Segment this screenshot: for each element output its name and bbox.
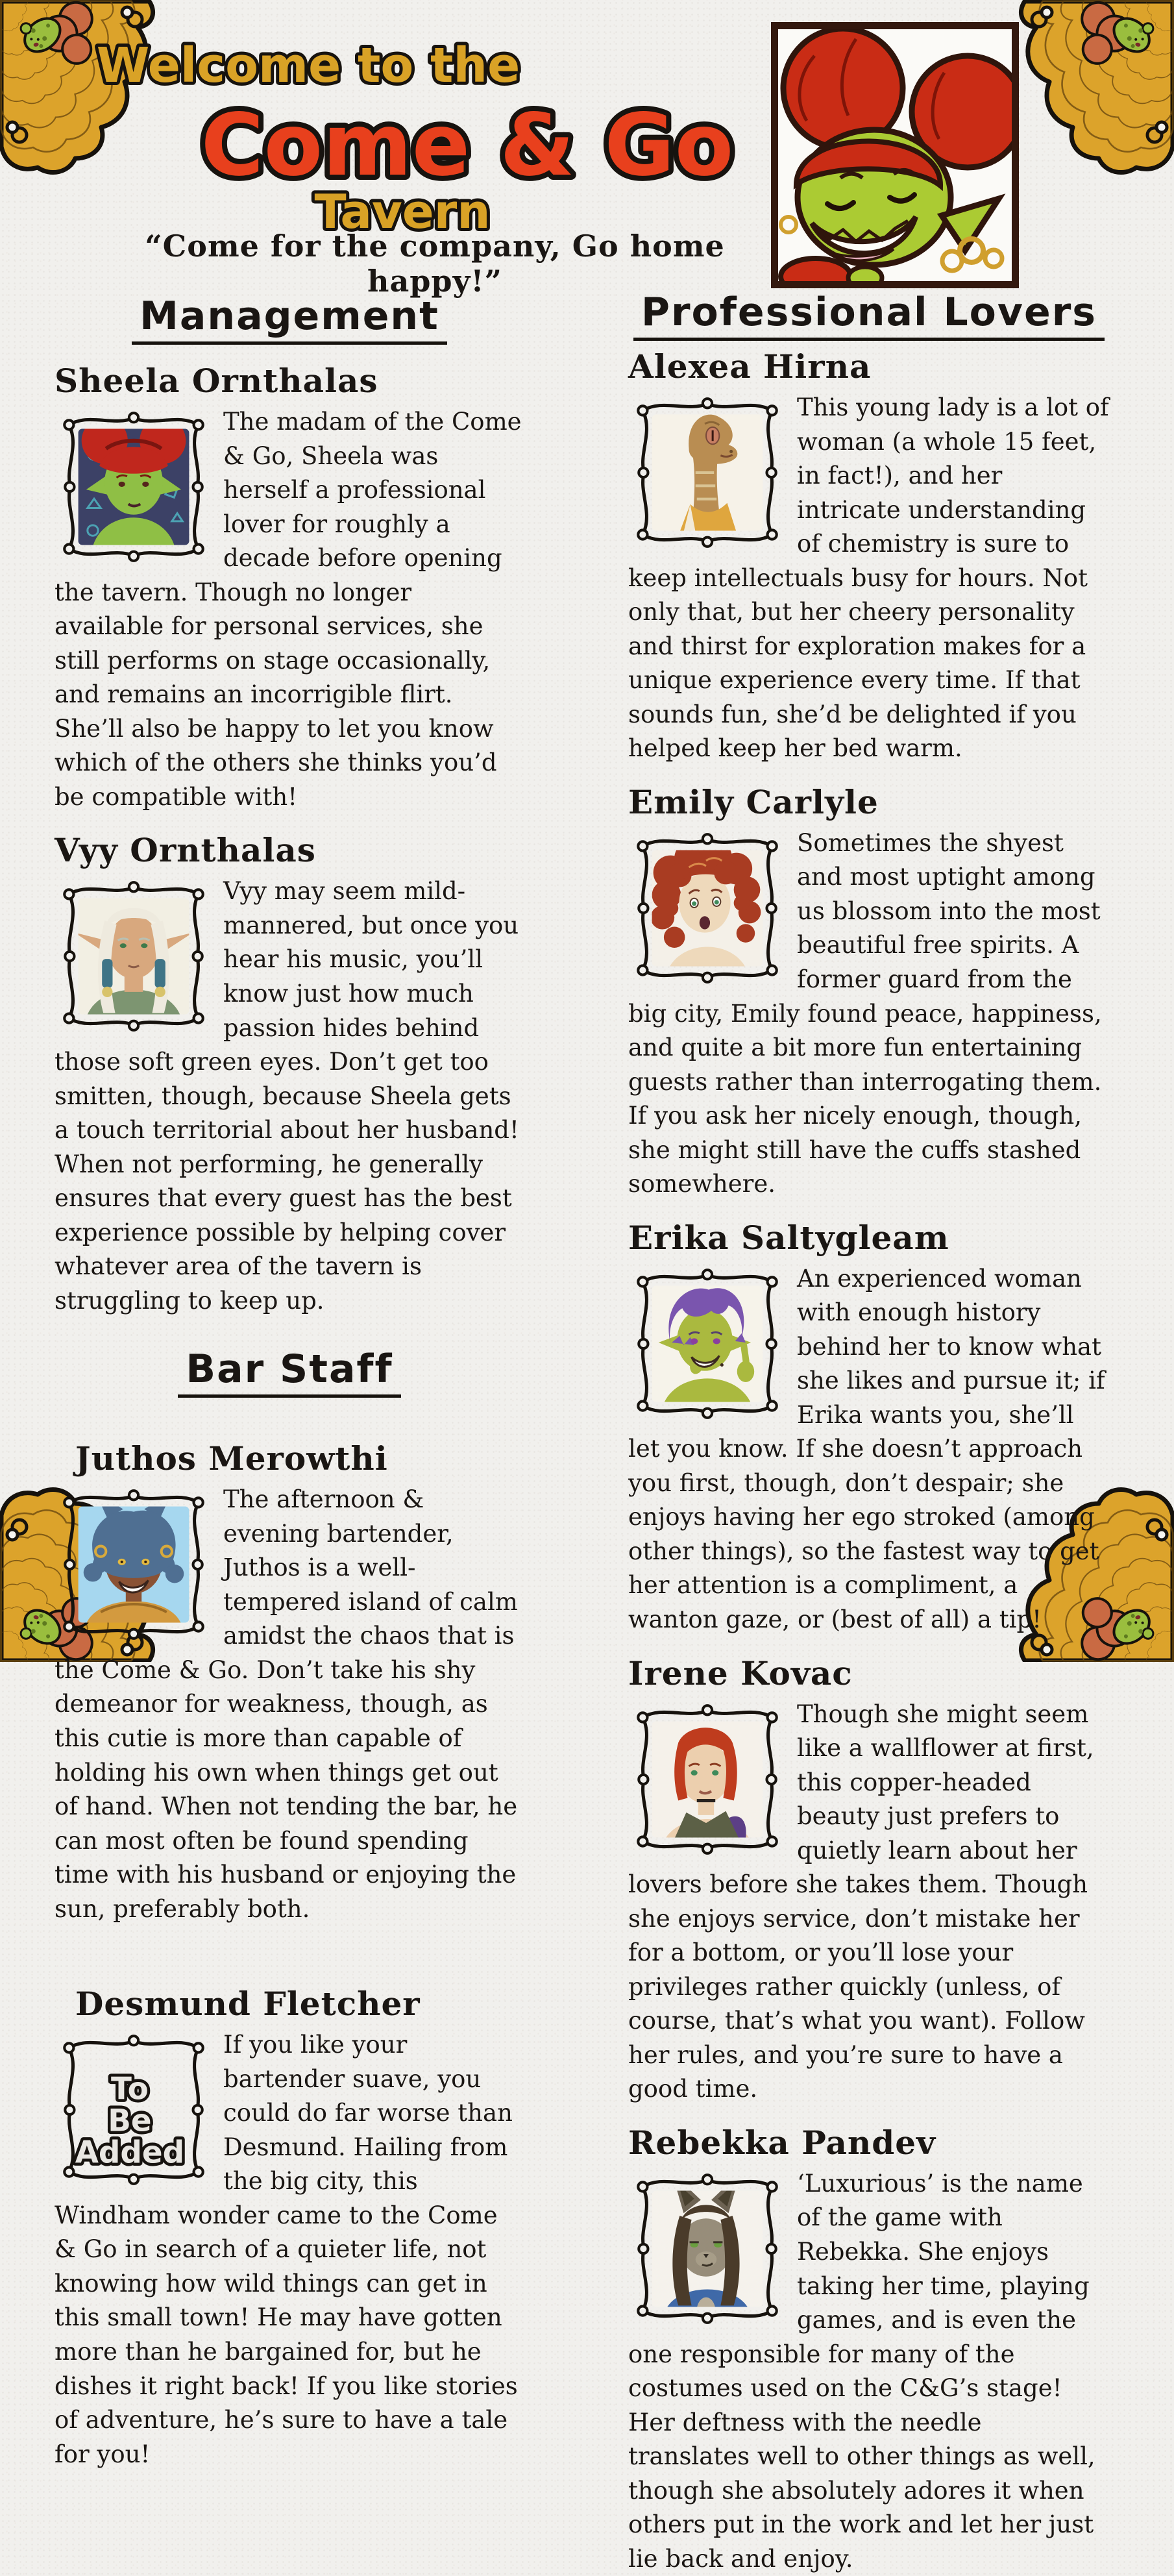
title-welcome: Welcome to the — [96, 38, 520, 93]
staff-name: Irene Kovac — [628, 1653, 853, 1692]
section-heading-bar-staff: Bar Staff — [55, 1346, 524, 1398]
portrait-sheela — [55, 408, 213, 566]
portrait-erika — [628, 1265, 787, 1423]
staff-name: Emily Carlyle — [628, 782, 879, 821]
title-tavern: Tavern — [314, 184, 491, 234]
staff-name: Alexea Hirna — [628, 347, 872, 386]
staff-name: Vyy Ornthalas — [55, 831, 316, 870]
section-heading-management: Management — [55, 293, 524, 345]
staff-bio: If you like your bartender suave, you could do far worse than Desmund. Hailing from the big city, this Windham wonder came to the Come & Go in search of a quieter life, not knowing how wild things can get in this small town! He may have gotten more than he bargained for, but he dishes it right back! If you like stories of adventure, he’s sure to have a tale for you! — [55, 2031, 518, 2468]
portrait-juthos — [55, 1485, 213, 1644]
staff-name: Erika Saltygleam — [628, 1218, 949, 1257]
staff-entry-rebekka — [628, 2124, 1110, 2576]
right-column — [628, 290, 1110, 2576]
staff-entry-alexea — [628, 347, 1110, 766]
section-heading-professional-lovers: Professional Lovers — [628, 290, 1110, 341]
staff-entry-sheela — [55, 362, 524, 814]
staff-name: Desmund Fletcher — [75, 1985, 421, 2024]
staff-entry-desmund — [55, 1985, 524, 2471]
staff-bio: An experienced woman with enough history behind her to know what she likes and pursue it; if Erika wants you, she’ll let you know. If she doesn’t approach you first, though, don’t despair; she enjoys having her ego stroked (among other things), so the fastest way to get her attention is a compliment, a wanton gaze, or (best of all) a tip! — [628, 1264, 1105, 1633]
portrait-alexea — [628, 393, 787, 552]
staff-bio: Sometimes the shyest and most uptight among us blossom into the most beautiful free spirits. A former guard from the big city, Emily found peace, happiness, and quite a bit more fun entertaining guests rather than interrogating them. If you ask her nicely enough, though, she might still have the cuffs stashed somewhere. — [628, 828, 1102, 1198]
corner-ornament-icon — [997, 0, 1174, 177]
staff-entry-vyy — [55, 831, 524, 1318]
staff-name: Rebekka Pandev — [628, 2123, 936, 2162]
staff-bio: Though she might seem like a wallflower at first, this copper-headed beauty just prefers to quietly learn about her lovers before she takes them. Though she enjoys service, don’t mistake her for a bottom, or you’ll lose your privileges rather quickly (unless, of course, that’s what you want). Follow her rules, and you’re sure to have a good time. — [628, 1700, 1094, 2103]
staff-bio: This young lady is a lot of woman (a whole 15 feet, in fact!), and her intricate understanding of chemistry is sure to keep intellectuals busy for hours. Not only that, but her cheery personality and thirst for exploration makes for a unique experience every time. If that sounds fun, she’d be delighted if you helped keep her bed warm. — [628, 393, 1109, 763]
portrait-placeholder-desmund — [55, 2031, 213, 2189]
placeholder-line: Added — [75, 2135, 185, 2171]
portrait-vyy — [55, 877, 213, 1035]
staff-bio: Vyy may seem mild-mannered, but once you hear his music, you’ll know just how much passion hides behind those soft green eyes. Don’t get too smitten, though, because Sheela gets a touch territorial about her husband! When not performing, he generally ensures that every guest has the best experience possible by helping cover whatever area of the tavern is struggling to keep up. — [55, 877, 519, 1315]
mascot-goblin-illustration — [771, 22, 1019, 288]
staff-name: Juthos Merowthi — [75, 1439, 388, 1478]
left-column — [55, 293, 524, 2471]
staff-entry-irene — [628, 1654, 1110, 2107]
placeholder-line: Be — [108, 2103, 152, 2139]
staff-bio: The afternoon & evening bartender, Juthos is a well-tempered island of calm amidst the chaos that is the Come & Go. Don’t take his shy demeanor for weakness, though, as this cutie is more than capable of holding his own when things get out of hand. When not tending the bar, he can most often be found spending time with his husband or enjoying the sun, preferably both. — [55, 1485, 518, 1923]
title-come-and-go: Come & Go — [201, 95, 734, 195]
staff-entry-emily — [628, 783, 1110, 1202]
staff-entry-erika — [628, 1219, 1110, 1637]
portrait-rebekka — [628, 2170, 787, 2328]
staff-bio: ‘Luxurious’ is the name of the game with Rebekka. She enjoys taking her time, playing games, and is even the one responsible for many of the costumes used on the C&G’s stage! Her deftness with the needle translates well to other things as well, though she absolutely adores it when others put in the work and let her just lie back and enjoy. — [628, 2169, 1095, 2573]
placeholder-line: To — [110, 2072, 149, 2107]
staff-entry-juthos — [55, 1439, 524, 1926]
staff-bio: The madam of the Come & Go, Sheela was herself a professional lover for roughly a decade before opening the tavern. Though no longer available for personal services, she still performs on stage occasionally, and remains an incorrigible flirt. She’ll also be happy to let you know which of the others she thinks you’d be compatible with! — [55, 408, 522, 811]
tagline: “Come for the company, Go home happy!” — [145, 229, 725, 299]
portrait-irene — [628, 1700, 787, 1859]
portrait-emily — [628, 829, 787, 987]
page-title — [78, 17, 772, 234]
staff-name: Sheela Ornthalas — [55, 362, 378, 400]
